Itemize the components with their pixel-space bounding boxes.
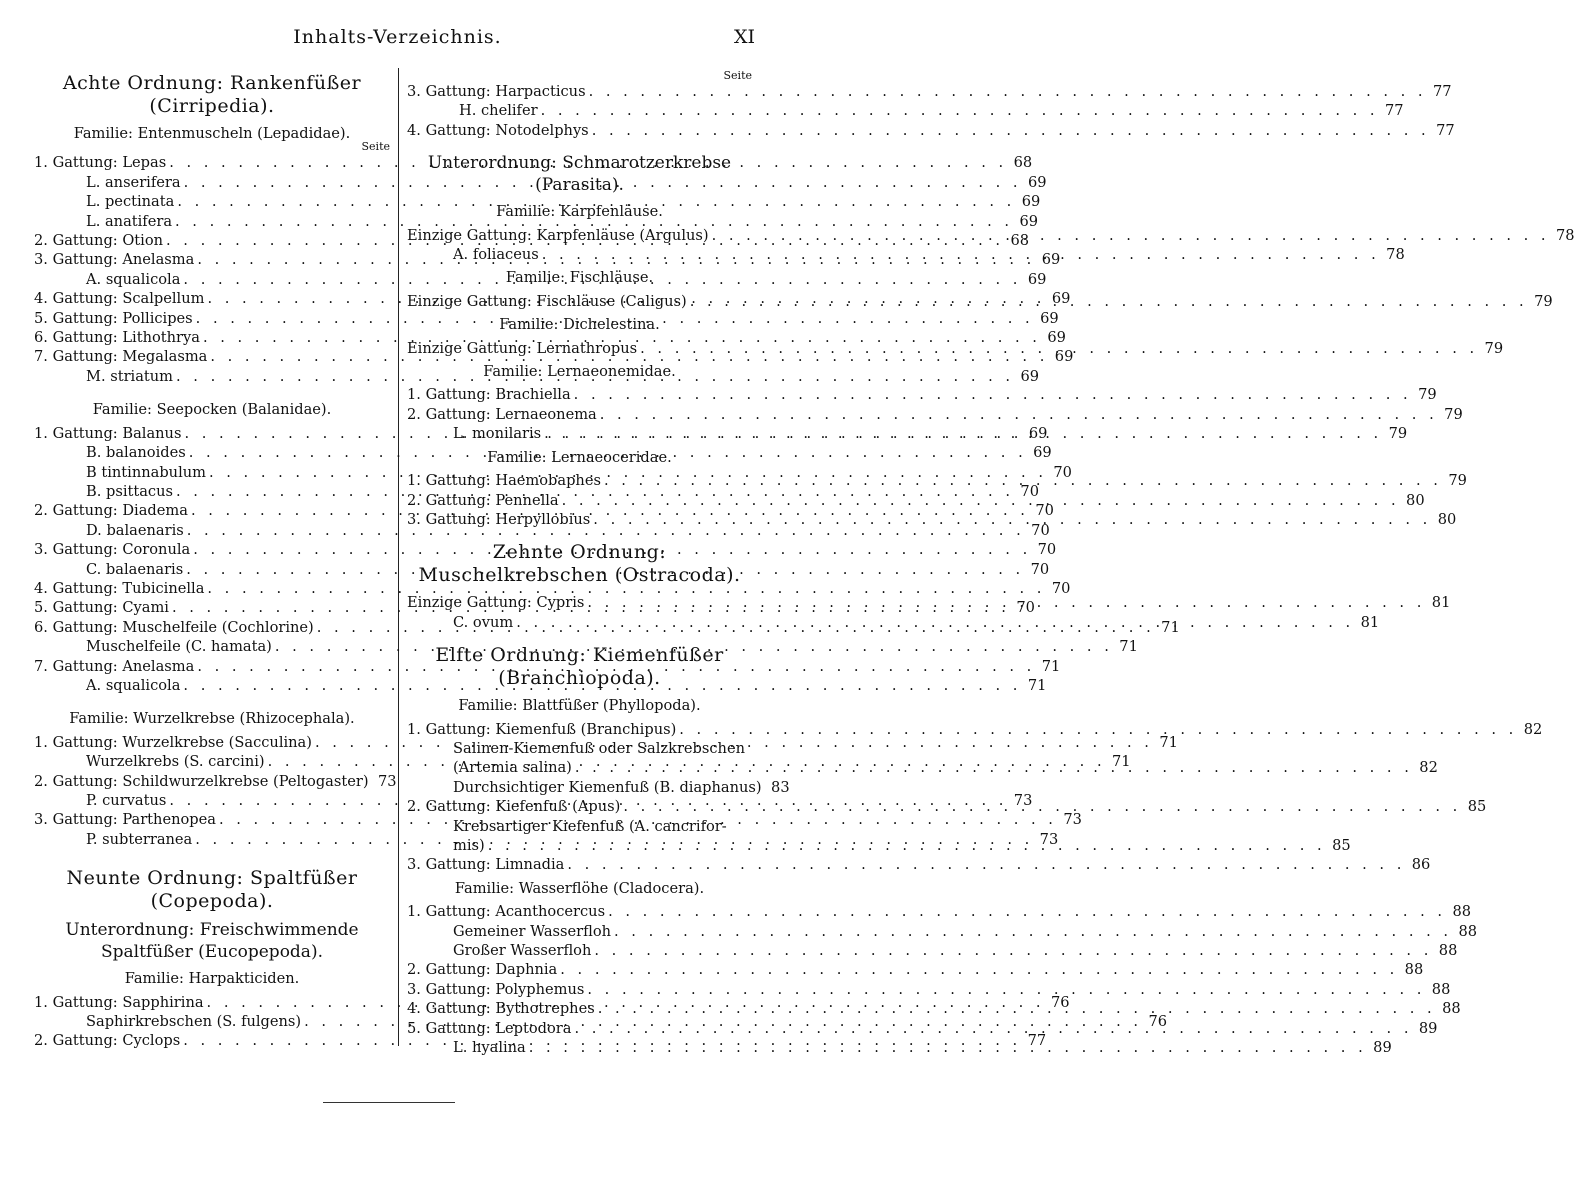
family-heading: Familie: Wasserflöhe (Cladocera).	[454, 879, 705, 897]
entry-page: 89	[1373, 1039, 1392, 1057]
leader-dots	[679, 720, 1517, 739]
entry-page: 88	[1452, 903, 1472, 921]
entry-page: 71	[1159, 733, 1178, 751]
order-heading: Achte Ordnung: Rankenfüßer (Cirripedia).	[62, 72, 362, 117]
entry-page: 69	[1028, 424, 1048, 442]
entry-label: B tintinnabulum	[86, 463, 206, 481]
entry-page: 82	[1523, 720, 1543, 738]
family-heading: Familie: Fischläuse.	[505, 269, 654, 287]
entry-label: C. ovum	[453, 613, 514, 631]
entry-page: 81	[1431, 594, 1451, 612]
entry-label: 2. Gattung: Otion	[34, 232, 164, 250]
entry-page: 70	[1051, 579, 1071, 597]
entry-page: 69	[1027, 270, 1047, 288]
toc-entry	[407, 960, 1424, 979]
entry-list	[407, 82, 1455, 140]
entry-page: 71	[1119, 638, 1138, 656]
entry-label: 4. Gattung: Bythotrephes	[407, 1000, 595, 1018]
entry-page: 77	[1027, 1032, 1047, 1050]
leader-dots	[488, 836, 1326, 855]
entry-page: 78	[1555, 226, 1575, 244]
leader-dots	[544, 424, 1382, 443]
entry-page: 70	[1037, 541, 1057, 559]
entry-label: 2. Gattung: Pennella	[407, 491, 559, 509]
entry-label: (Artemia salina)	[453, 759, 572, 777]
entry-page: 70	[1020, 482, 1039, 500]
leader-dots	[594, 941, 1432, 960]
entry-page: 69	[1054, 348, 1074, 366]
entry-label: 4. Gattung: Scalpellum	[34, 290, 205, 308]
entry-page: 69	[1040, 309, 1059, 327]
entry-label: 1. Gattung: Kiemenfuß (Branchipus)	[407, 720, 677, 738]
entry-page: 86	[1411, 856, 1431, 874]
toc-entry	[407, 720, 1543, 739]
leader-dots	[614, 922, 1452, 941]
entry-page: 69	[1041, 251, 1061, 269]
entry-page: 73	[1039, 830, 1059, 848]
entry-page: 80	[1406, 491, 1425, 509]
entry-page: 79	[1448, 472, 1467, 490]
family-heading: Familie: Entenmuscheln (Lepadidae).	[73, 125, 351, 142]
entry-label: Durchsichtiger Kiemenfuß (B. diaphanus)	[453, 778, 762, 796]
toc-entry	[34, 657, 1061, 676]
entry-label: Einzige Gattung: Cypris	[407, 594, 585, 612]
entry-page: 69	[1021, 193, 1041, 211]
footer-rule	[323, 1102, 455, 1103]
entry-page: 88	[1438, 942, 1458, 959]
family-heading: Familie: Dichelestina.	[499, 316, 660, 334]
toc-entry	[34, 173, 1047, 192]
toc-entry	[407, 385, 1437, 404]
entry-label: 7. Gattung: Megalasma	[34, 348, 208, 366]
entry-page: 69	[1019, 212, 1039, 230]
toc-entry	[407, 101, 1404, 120]
entry-label: 3. Gattung: Coronula	[34, 541, 191, 559]
entry-label: Saphirkrebschen (S. fulgens)	[86, 1013, 302, 1031]
toc-entry	[407, 778, 790, 797]
entry-page: 71	[1027, 676, 1047, 694]
entry-label: B. balanoides	[86, 444, 186, 462]
leader-dots	[560, 960, 1398, 979]
entry-label: 5. Gattung: Leptodora	[407, 1019, 572, 1037]
entry-label: 2. Gattung: Cyclops	[34, 1032, 181, 1050]
leader-dots	[593, 510, 1431, 529]
entry-label: Gemeiner Wasserfloh	[453, 922, 612, 940]
toc-entry	[407, 980, 1451, 999]
entry-label: 6. Gattung: Muschelfeile (Cochlorine)	[34, 618, 314, 636]
toc-entry	[34, 772, 397, 791]
entry-label: 6. Gattung: Lithothrya	[34, 329, 200, 347]
seite-label: Seite	[723, 69, 752, 82]
toc-entry	[407, 941, 1458, 960]
entry-label: L. monilaris	[453, 425, 542, 443]
entry-page: 70	[1031, 521, 1050, 539]
entry-label: 1. Gattung: Balanus	[34, 424, 182, 442]
entry-page: 83	[771, 778, 790, 796]
entry-label: mis)	[453, 836, 485, 854]
entry-label: 3. Gattung: Harpacticus	[407, 83, 586, 100]
entry-page: 78	[1386, 246, 1405, 264]
entry-page: 69	[1027, 173, 1047, 191]
toc-entry	[34, 540, 1057, 559]
entry-label: L. hyalina	[453, 1039, 526, 1057]
entry-label: 1. Gattung: Lepas	[34, 154, 167, 172]
leader-dots	[567, 855, 1405, 874]
suborder-heading: Unterordnung: Schmarotzerkrebse (Parasita).	[427, 153, 732, 196]
order-heading: Elfte Ordnung: Kiemenfüßer (Branchiopoda).	[435, 644, 724, 690]
leader-dots	[529, 1038, 1367, 1057]
family-heading: Familie: Blattfüßer (Phyllopoda).	[458, 697, 701, 715]
entry-label: P. subterranea	[86, 830, 193, 848]
entry-label: P. curvatus	[86, 792, 167, 809]
entry-page: 88	[1404, 961, 1424, 979]
toc-entry	[407, 121, 1455, 140]
leader-dots	[712, 226, 1550, 245]
toc-entry	[34, 328, 1066, 347]
entry-label: Krebsartiger Kiefenfuß (A. cancrifor-	[453, 817, 727, 835]
entry-label: L. pectinata	[86, 193, 175, 211]
entry-label: 3. Gattung: Herpyllobius	[407, 510, 591, 528]
entry-page: 81	[1360, 613, 1380, 631]
family-heading: Familie: Harpakticiden.	[124, 970, 300, 988]
leader-dots	[575, 758, 1413, 777]
order-heading: Zehnte Ordnung: Muschelkrebschen (Ostracoda).	[418, 541, 741, 587]
entry-label: M. striatum	[86, 367, 174, 385]
entry-label: 3. Gattung: Limnadia	[407, 856, 565, 874]
leader-dots	[587, 593, 1425, 612]
entry-label: 1. Gattung: Sapphirina	[34, 993, 204, 1011]
entry-label: 4. Gattung: Notodelphys	[407, 121, 589, 139]
family-heading: Familie: Lernaeonemidae.	[483, 363, 676, 381]
entry-label: 5. Gattung: Cyami	[34, 599, 169, 617]
leader-dots	[574, 385, 1412, 404]
leader-dots	[640, 339, 1478, 358]
entry-page: 68	[1013, 154, 1033, 172]
leader-dots	[598, 999, 1436, 1018]
entry-page: 69	[1033, 444, 1052, 462]
leader-dots	[604, 471, 1442, 490]
entry-label: Einzige Gattung: Lernathropus	[407, 339, 638, 357]
entry-page: 70	[1016, 599, 1035, 617]
entry-page: 71	[1112, 753, 1131, 771]
entry-label: A. foliaceus	[453, 246, 539, 264]
entry-page: 79	[1484, 339, 1504, 357]
entry-page: 80	[1437, 510, 1457, 528]
entry-label: Salinen-Kiemenfuß oder Salzkrebschen	[453, 739, 745, 757]
entry-label: 3. Gattung: Anelasma	[34, 251, 195, 269]
entry-list	[407, 720, 1543, 739]
entry-label: L. anatifera	[86, 212, 173, 230]
entry-label: A. squalicola	[86, 676, 181, 694]
entry-page: 88	[1442, 1000, 1461, 1018]
entry-label: D. balaenaris	[86, 521, 184, 539]
entry-page: 69	[1020, 367, 1040, 385]
toc-entry	[34, 192, 1041, 211]
entry-label: 1. Gattung: Haemobaphes	[407, 472, 601, 490]
leader-dots	[562, 491, 1400, 510]
entry-label: 4. Gattung: Tubicinella	[34, 579, 205, 597]
leader-dots	[587, 980, 1425, 999]
toc-entry	[407, 82, 1452, 101]
entry-page: 88	[1458, 922, 1478, 940]
entry-label: 1. Gattung: Brachiella	[407, 386, 571, 404]
leader-dots	[574, 1019, 1412, 1038]
entry-page: 73	[1013, 792, 1033, 809]
toc-entry	[34, 560, 1050, 579]
toc-entry	[407, 922, 1478, 941]
family-heading: Familie: Lernaeoceridae.	[487, 448, 672, 466]
entry-page: 85	[1467, 798, 1487, 816]
entry-page: 89	[1418, 1019, 1438, 1037]
family-heading: Familie: Wurzelkrebse (Rhizocephala).	[69, 710, 355, 728]
entry-label: 7. Gattung: Anelasma	[34, 657, 195, 675]
entry-page: 77	[1436, 121, 1455, 139]
entry-continued	[407, 817, 752, 836]
entry-page: 71	[1161, 618, 1180, 636]
toc-entry	[34, 676, 1047, 695]
toc-entry	[34, 521, 1050, 540]
order-heading: Neunte Ordnung: Spaltfüßer (Copepoda).	[66, 867, 358, 913]
family-heading: Familie: Seepocken (Balanidae).	[92, 401, 332, 419]
page-title: Inhalts-Verzeichnis.	[293, 26, 502, 48]
leader-dots	[623, 797, 1461, 816]
toc-entry	[407, 902, 1472, 921]
entry-label: 3. Gattung: Polyphemus	[407, 980, 585, 998]
entry-continued	[407, 739, 752, 758]
entry-label: 5. Gattung: Pollicipes	[34, 309, 193, 327]
entry-label: C. balaenaris	[86, 560, 184, 578]
entry-page: 70	[1053, 463, 1072, 481]
entry-page: 77	[1432, 83, 1452, 100]
entry-page: 73	[377, 772, 397, 790]
toc-entry	[34, 579, 1071, 598]
entry-page: 79	[1444, 405, 1463, 423]
entry-label: 2. Gattung: Lernaeonema	[407, 405, 597, 423]
entry-page: 70	[1035, 502, 1054, 520]
page-header	[40, 26, 755, 56]
entry-label: Großer Wasserfloh	[453, 942, 592, 959]
leader-dots	[516, 613, 1354, 632]
entry-page: 73	[1063, 811, 1082, 829]
leader-dots	[542, 245, 1380, 264]
entry-page: 79	[1418, 386, 1437, 404]
entry-label: 3. Gattung: Parthenopea	[34, 811, 216, 829]
entry-label: Einzige Gattung: Karpfenläuse (Argulus)	[407, 226, 709, 244]
entry-label: 2. Gattung: Diadema	[34, 502, 188, 520]
entry-page: 71	[1041, 657, 1061, 675]
entry-page: 76	[1050, 993, 1070, 1011]
entry-label: H. chelifer	[459, 102, 538, 120]
seite-label: Seite	[361, 140, 390, 154]
toc-entry	[34, 153, 1033, 172]
entry-label: 2. Gattung: Schildwurzelkrebse (Peltogaster)	[34, 772, 369, 790]
entry-page: 79	[1534, 292, 1553, 310]
leader-dots	[589, 82, 1427, 101]
entry-label: 2. Gattung: Daphnia	[407, 961, 558, 979]
toc-entry	[407, 405, 1463, 424]
leader-dots	[608, 902, 1446, 921]
entry-page: 69	[1051, 290, 1071, 308]
leader-dots	[600, 405, 1438, 424]
entry-label: L. anserifera	[86, 173, 181, 191]
toc-entry	[34, 637, 1138, 656]
entry-page: 82	[1419, 759, 1438, 777]
entry-page: 88	[1431, 980, 1451, 998]
entry-label: 1. Gattung: Wurzelkrebse (Sacculina)	[34, 733, 312, 751]
entry-page: 69	[1047, 329, 1066, 347]
entry-page: 85	[1332, 836, 1351, 854]
entry-label: 1. Gattung: Acanthocercus	[407, 903, 606, 921]
entry-label: Wurzelkrebs (S. carcini)	[86, 753, 265, 771]
toc-entry	[407, 855, 1431, 874]
entry-label: Einzige Gattung: Fischläuse (Caligus)	[407, 292, 687, 310]
entry-page: 76	[1148, 1013, 1168, 1031]
entry-label: B. psittacus	[86, 482, 173, 500]
entry-label: 2. Gattung: Kiefenfuß (Apus)	[407, 798, 621, 816]
entry-page: 77	[1384, 102, 1404, 120]
leader-dots	[592, 121, 1430, 140]
page-number: XI	[733, 26, 755, 48]
entry-list	[407, 855, 1431, 874]
entry-label: A. squalicola	[86, 270, 181, 288]
entry-page: 79	[1388, 425, 1408, 443]
leader-dots	[690, 292, 1528, 311]
entry-page: 68	[1010, 232, 1030, 250]
family-heading: Familie: Karpfenläuse.	[496, 203, 663, 221]
entry-page: 70	[1030, 560, 1050, 578]
suborder-heading: Unterordnung: Freischwimmende Spaltfüßer (Eucopepoda).	[65, 920, 359, 963]
entry-label: Muschelfeile (C. hamata)	[86, 638, 272, 656]
leader-dots	[541, 101, 1379, 120]
